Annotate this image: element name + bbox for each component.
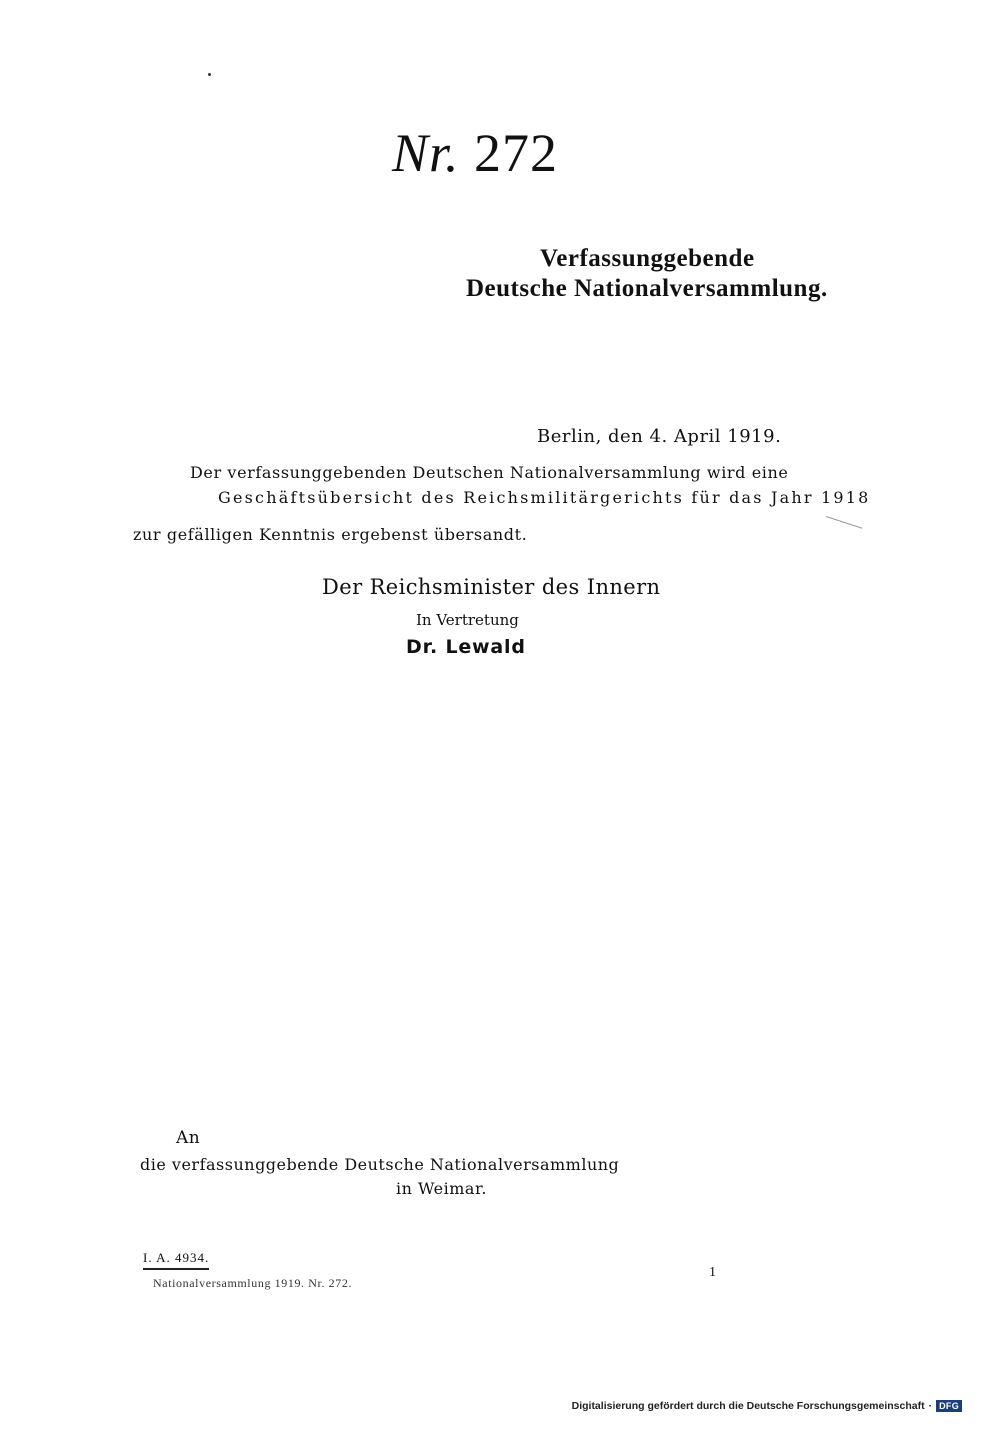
heading-line-2: Deutsche Nationalversammlung. [466, 275, 828, 302]
body-line-1: Der verfassunggebenden Deutschen Nationalversammlung wird eine [190, 463, 789, 482]
series-note: Nationalversammlung 1919. Nr. 272. [153, 1276, 353, 1290]
page-number: 1 [709, 1265, 716, 1280]
body-line-3: zur gefälligen Kenntnis ergebenst übersandt. [133, 525, 528, 544]
scan-speck [208, 73, 211, 76]
digitization-credit-text: Digitalisierung gefördert durch die Deutsche Forschungsgemeinschaft [571, 1400, 925, 1412]
document-number [392, 122, 558, 184]
credit-separator: · [928, 1400, 933, 1412]
document-number-value: 272 [474, 123, 559, 183]
deputy-note: In Vertretung [416, 611, 519, 629]
address-line-2: die verfassunggebende Deutsche Nationalversammlung [140, 1155, 620, 1174]
address-line-3: in Weimar. [396, 1179, 487, 1198]
dateline: Berlin, den 4. April 1919. [537, 426, 782, 447]
reference-number: I. A. 4934. [143, 1250, 209, 1270]
document-number-prefix: Nr. [392, 123, 460, 183]
scan-mark [826, 516, 862, 529]
digitization-credit [572, 1400, 962, 1412]
dfg-logo: DFG [936, 1400, 962, 1412]
signer-title: Der Reichsminister des Innern [322, 575, 661, 599]
address-line-1: An [176, 1128, 201, 1148]
heading-line-1: Verfassunggebende [540, 245, 755, 272]
body-line-2: Geschäftsübersicht des Reichsmilitärgerichts für das Jahr 1918 [218, 488, 871, 507]
signatory-name: Dr. Lewald [406, 636, 526, 658]
